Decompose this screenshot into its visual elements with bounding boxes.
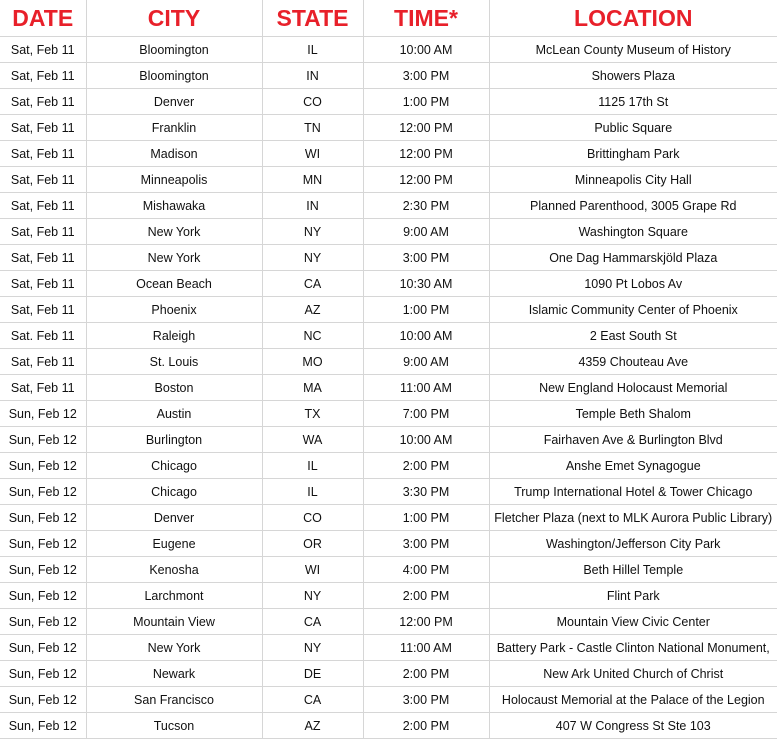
state-cell[interactable]: IL bbox=[262, 453, 363, 479]
location-cell[interactable]: Showers Plaza bbox=[489, 63, 777, 89]
state-cell[interactable]: IN bbox=[262, 193, 363, 219]
city-cell[interactable]: Ocean Beach bbox=[86, 271, 262, 297]
state-cell[interactable]: WI bbox=[262, 141, 363, 167]
time-cell[interactable]: 10:30 AM bbox=[363, 271, 489, 297]
time-cell[interactable]: 2:30 PM bbox=[363, 193, 489, 219]
city-cell[interactable]: Denver bbox=[86, 505, 262, 531]
location-cell[interactable]: Flint Park bbox=[489, 583, 777, 609]
location-cell[interactable]: Islamic Community Center of Phoenix bbox=[489, 297, 777, 323]
date-cell[interactable]: Sun, Feb 12 bbox=[0, 609, 86, 635]
location-cell[interactable]: New Ark United Church of Christ bbox=[489, 661, 777, 687]
date-cell[interactable]: Sat, Feb 11 bbox=[0, 89, 86, 115]
table-row bbox=[0, 115, 777, 141]
time-cell[interactable]: 3:00 PM bbox=[363, 63, 489, 89]
state-cell[interactable]: CA bbox=[262, 609, 363, 635]
time-cell[interactable]: 4:00 PM bbox=[363, 557, 489, 583]
city-cell[interactable]: St. Louis bbox=[86, 349, 262, 375]
date-cell[interactable]: Sat, Feb 11 bbox=[0, 167, 86, 193]
location-cell[interactable]: McLean County Museum of History bbox=[489, 37, 777, 63]
city-cell[interactable]: Bloomington bbox=[86, 37, 262, 63]
location-cell[interactable]: Public Square bbox=[489, 115, 777, 141]
city-cell[interactable]: Franklin bbox=[86, 115, 262, 141]
state-cell[interactable]: MA bbox=[262, 375, 363, 401]
table-row bbox=[0, 375, 777, 401]
date-cell[interactable]: Sun, Feb 12 bbox=[0, 505, 86, 531]
table-row bbox=[0, 609, 777, 635]
city-cell[interactable]: Bloomington bbox=[86, 63, 262, 89]
state-cell[interactable]: TN bbox=[262, 115, 363, 141]
location-cell[interactable]: 407 W Congress St Ste 103 bbox=[489, 713, 777, 739]
location-cell[interactable]: One Dag Hammarskjöld Plaza bbox=[489, 245, 777, 271]
table-row bbox=[0, 479, 777, 505]
city-cell[interactable]: Larchmont bbox=[86, 583, 262, 609]
state-cell[interactable]: IL bbox=[262, 479, 363, 505]
table-row bbox=[0, 349, 777, 375]
date-cell[interactable]: Sat, Feb 11 bbox=[0, 349, 86, 375]
date-cell[interactable]: Sun, Feb 12 bbox=[0, 401, 86, 427]
date-cell[interactable]: Sat, Feb 11 bbox=[0, 375, 86, 401]
time-cell[interactable]: 3:00 PM bbox=[363, 245, 489, 271]
time-cell[interactable]: 9:00 AM bbox=[363, 349, 489, 375]
location-cell[interactable]: Trump International Hotel & Tower Chicago bbox=[489, 479, 777, 505]
location-cell[interactable]: Holocaust Memorial at the Palace of the Legion bbox=[489, 687, 777, 713]
table-row bbox=[0, 635, 777, 661]
city-cell[interactable]: Eugene bbox=[86, 531, 262, 557]
table-row bbox=[0, 141, 777, 167]
time-cell[interactable]: 12:00 PM bbox=[363, 115, 489, 141]
state-cell[interactable]: DE bbox=[262, 661, 363, 687]
city-cell[interactable]: Austin bbox=[86, 401, 262, 427]
state-cell[interactable]: TX bbox=[262, 401, 363, 427]
state-cell[interactable]: WA bbox=[262, 427, 363, 453]
table-row bbox=[0, 219, 777, 245]
city-cell[interactable]: Madison bbox=[86, 141, 262, 167]
location-cell[interactable]: Mountain View Civic Center bbox=[489, 609, 777, 635]
header-city[interactable]: CITY bbox=[86, 0, 262, 37]
location-cell[interactable]: Minneapolis City Hall bbox=[489, 167, 777, 193]
location-cell[interactable]: Beth Hillel Temple bbox=[489, 557, 777, 583]
date-cell[interactable]: Sat, Feb 11 bbox=[0, 297, 86, 323]
date-cell[interactable]: Sun, Feb 12 bbox=[0, 557, 86, 583]
time-cell[interactable]: 2:00 PM bbox=[363, 453, 489, 479]
city-cell[interactable]: Tucson bbox=[86, 713, 262, 739]
time-cell[interactable]: 10:00 AM bbox=[363, 37, 489, 63]
state-cell[interactable]: NY bbox=[262, 583, 363, 609]
location-cell[interactable]: Anshe Emet Synagogue bbox=[489, 453, 777, 479]
city-cell[interactable]: New York bbox=[86, 245, 262, 271]
state-cell[interactable]: OR bbox=[262, 531, 363, 557]
state-cell[interactable]: NY bbox=[262, 219, 363, 245]
table-row bbox=[0, 89, 777, 115]
state-cell[interactable]: AZ bbox=[262, 297, 363, 323]
date-cell[interactable]: Sun, Feb 12 bbox=[0, 479, 86, 505]
city-cell[interactable]: Chicago bbox=[86, 453, 262, 479]
time-cell[interactable]: 1:00 PM bbox=[363, 297, 489, 323]
date-cell[interactable]: Sun, Feb 12 bbox=[0, 687, 86, 713]
table-header bbox=[0, 0, 777, 37]
city-cell[interactable]: New York bbox=[86, 219, 262, 245]
table-row bbox=[0, 661, 777, 687]
state-cell[interactable]: MN bbox=[262, 167, 363, 193]
table-row bbox=[0, 583, 777, 609]
table-row bbox=[0, 297, 777, 323]
table-row bbox=[0, 557, 777, 583]
date-cell[interactable]: Sat, Feb 11 bbox=[0, 271, 86, 297]
time-cell[interactable]: 12:00 PM bbox=[363, 141, 489, 167]
time-cell[interactable]: 12:00 PM bbox=[363, 167, 489, 193]
table-row bbox=[0, 323, 777, 349]
city-cell[interactable]: Phoenix bbox=[86, 297, 262, 323]
date-cell[interactable]: Sat, Feb 11 bbox=[0, 37, 86, 63]
date-cell[interactable]: Sun, Feb 12 bbox=[0, 427, 86, 453]
header-time[interactable]: TIME* bbox=[363, 0, 489, 37]
table-body bbox=[0, 37, 777, 739]
table-row bbox=[0, 713, 777, 739]
state-cell[interactable]: MO bbox=[262, 349, 363, 375]
table-row bbox=[0, 245, 777, 271]
location-cell[interactable]: Battery Park - Castle Clinton National Monument, bbox=[489, 635, 777, 661]
state-cell[interactable]: NY bbox=[262, 635, 363, 661]
date-cell[interactable]: Sun, Feb 12 bbox=[0, 635, 86, 661]
header-location[interactable]: LOCATION bbox=[489, 0, 777, 37]
state-cell[interactable]: WI bbox=[262, 557, 363, 583]
header-date[interactable]: DATE bbox=[0, 0, 86, 37]
table-row bbox=[0, 37, 777, 63]
date-cell[interactable]: Sun, Feb 12 bbox=[0, 453, 86, 479]
header-row bbox=[0, 0, 777, 37]
state-cell[interactable]: CA bbox=[262, 271, 363, 297]
city-cell[interactable]: Minneapolis bbox=[86, 167, 262, 193]
table-row bbox=[0, 167, 777, 193]
location-cell[interactable]: Temple Beth Shalom bbox=[489, 401, 777, 427]
location-cell[interactable]: Brittingham Park bbox=[489, 141, 777, 167]
location-cell[interactable]: 1125 17th St bbox=[489, 89, 777, 115]
city-cell[interactable]: Newark bbox=[86, 661, 262, 687]
date-cell[interactable]: Sat, Feb 11 bbox=[0, 245, 86, 271]
state-cell[interactable]: NC bbox=[262, 323, 363, 349]
location-cell[interactable]: Washington Square bbox=[489, 219, 777, 245]
city-cell[interactable]: Mountain View bbox=[86, 609, 262, 635]
date-cell[interactable]: Sat, Feb 11 bbox=[0, 115, 86, 141]
date-cell[interactable]: Sat, Feb 11 bbox=[0, 219, 86, 245]
date-cell[interactable]: Sat. Feb 11 bbox=[0, 323, 86, 349]
time-cell[interactable]: 3:00 PM bbox=[363, 531, 489, 557]
time-cell[interactable]: 3:00 PM bbox=[363, 687, 489, 713]
location-cell[interactable]: Planned Parenthood, 3005 Grape Rd bbox=[489, 193, 777, 219]
state-cell[interactable]: NY bbox=[262, 245, 363, 271]
table-row bbox=[0, 193, 777, 219]
time-cell[interactable]: 10:00 AM bbox=[363, 323, 489, 349]
city-cell[interactable]: New York bbox=[86, 635, 262, 661]
time-cell[interactable]: 7:00 PM bbox=[363, 401, 489, 427]
city-cell[interactable]: Chicago bbox=[86, 479, 262, 505]
date-cell[interactable]: Sun, Feb 12 bbox=[0, 713, 86, 739]
date-cell[interactable]: Sun, Feb 12 bbox=[0, 661, 86, 687]
time-cell[interactable]: 1:00 PM bbox=[363, 89, 489, 115]
city-cell[interactable]: Mishawaka bbox=[86, 193, 262, 219]
date-cell[interactable]: Sat, Feb 11 bbox=[0, 141, 86, 167]
time-cell[interactable]: 3:30 PM bbox=[363, 479, 489, 505]
time-cell[interactable]: 12:00 PM bbox=[363, 609, 489, 635]
state-cell[interactable]: AZ bbox=[262, 713, 363, 739]
city-cell[interactable]: Denver bbox=[86, 89, 262, 115]
city-cell[interactable]: Boston bbox=[86, 375, 262, 401]
state-cell[interactable]: CO bbox=[262, 505, 363, 531]
state-cell[interactable]: IL bbox=[262, 37, 363, 63]
location-cell[interactable]: Fletcher Plaza (next to MLK Aurora Public Library) bbox=[489, 505, 777, 531]
time-cell[interactable]: 11:00 AM bbox=[363, 375, 489, 401]
table-row bbox=[0, 505, 777, 531]
header-state[interactable]: STATE bbox=[262, 0, 363, 37]
time-cell[interactable]: 2:00 PM bbox=[363, 713, 489, 739]
table-row bbox=[0, 687, 777, 713]
time-cell[interactable]: 11:00 AM bbox=[363, 635, 489, 661]
location-cell[interactable]: Washington/Jefferson City Park bbox=[489, 531, 777, 557]
city-cell[interactable]: Raleigh bbox=[86, 323, 262, 349]
city-cell[interactable]: Burlington bbox=[86, 427, 262, 453]
time-cell[interactable]: 1:00 PM bbox=[363, 505, 489, 531]
state-cell[interactable]: CA bbox=[262, 687, 363, 713]
location-cell[interactable]: Fairhaven Ave & Burlington Blvd bbox=[489, 427, 777, 453]
location-cell[interactable]: New England Holocaust Memorial bbox=[489, 375, 777, 401]
date-cell[interactable]: Sun, Feb 12 bbox=[0, 583, 86, 609]
table-row bbox=[0, 427, 777, 453]
table-row bbox=[0, 401, 777, 427]
table-row bbox=[0, 531, 777, 557]
location-cell[interactable]: 4359 Chouteau Ave bbox=[489, 349, 777, 375]
state-cell[interactable]: IN bbox=[262, 63, 363, 89]
table-row bbox=[0, 271, 777, 297]
time-cell[interactable]: 10:00 AM bbox=[363, 427, 489, 453]
city-cell[interactable]: Kenosha bbox=[86, 557, 262, 583]
table-row bbox=[0, 63, 777, 89]
date-cell[interactable]: Sun, Feb 12 bbox=[0, 531, 86, 557]
location-cell[interactable]: 2 East South St bbox=[489, 323, 777, 349]
table-row bbox=[0, 453, 777, 479]
city-cell[interactable]: San Francisco bbox=[86, 687, 262, 713]
time-cell[interactable]: 2:00 PM bbox=[363, 661, 489, 687]
state-cell[interactable]: CO bbox=[262, 89, 363, 115]
time-cell[interactable]: 9:00 AM bbox=[363, 219, 489, 245]
location-cell[interactable]: 1090 Pt Lobos Av bbox=[489, 271, 777, 297]
date-cell[interactable]: Sat, Feb 11 bbox=[0, 193, 86, 219]
date-cell[interactable]: Sat, Feb 11 bbox=[0, 63, 86, 89]
time-cell[interactable]: 2:00 PM bbox=[363, 583, 489, 609]
